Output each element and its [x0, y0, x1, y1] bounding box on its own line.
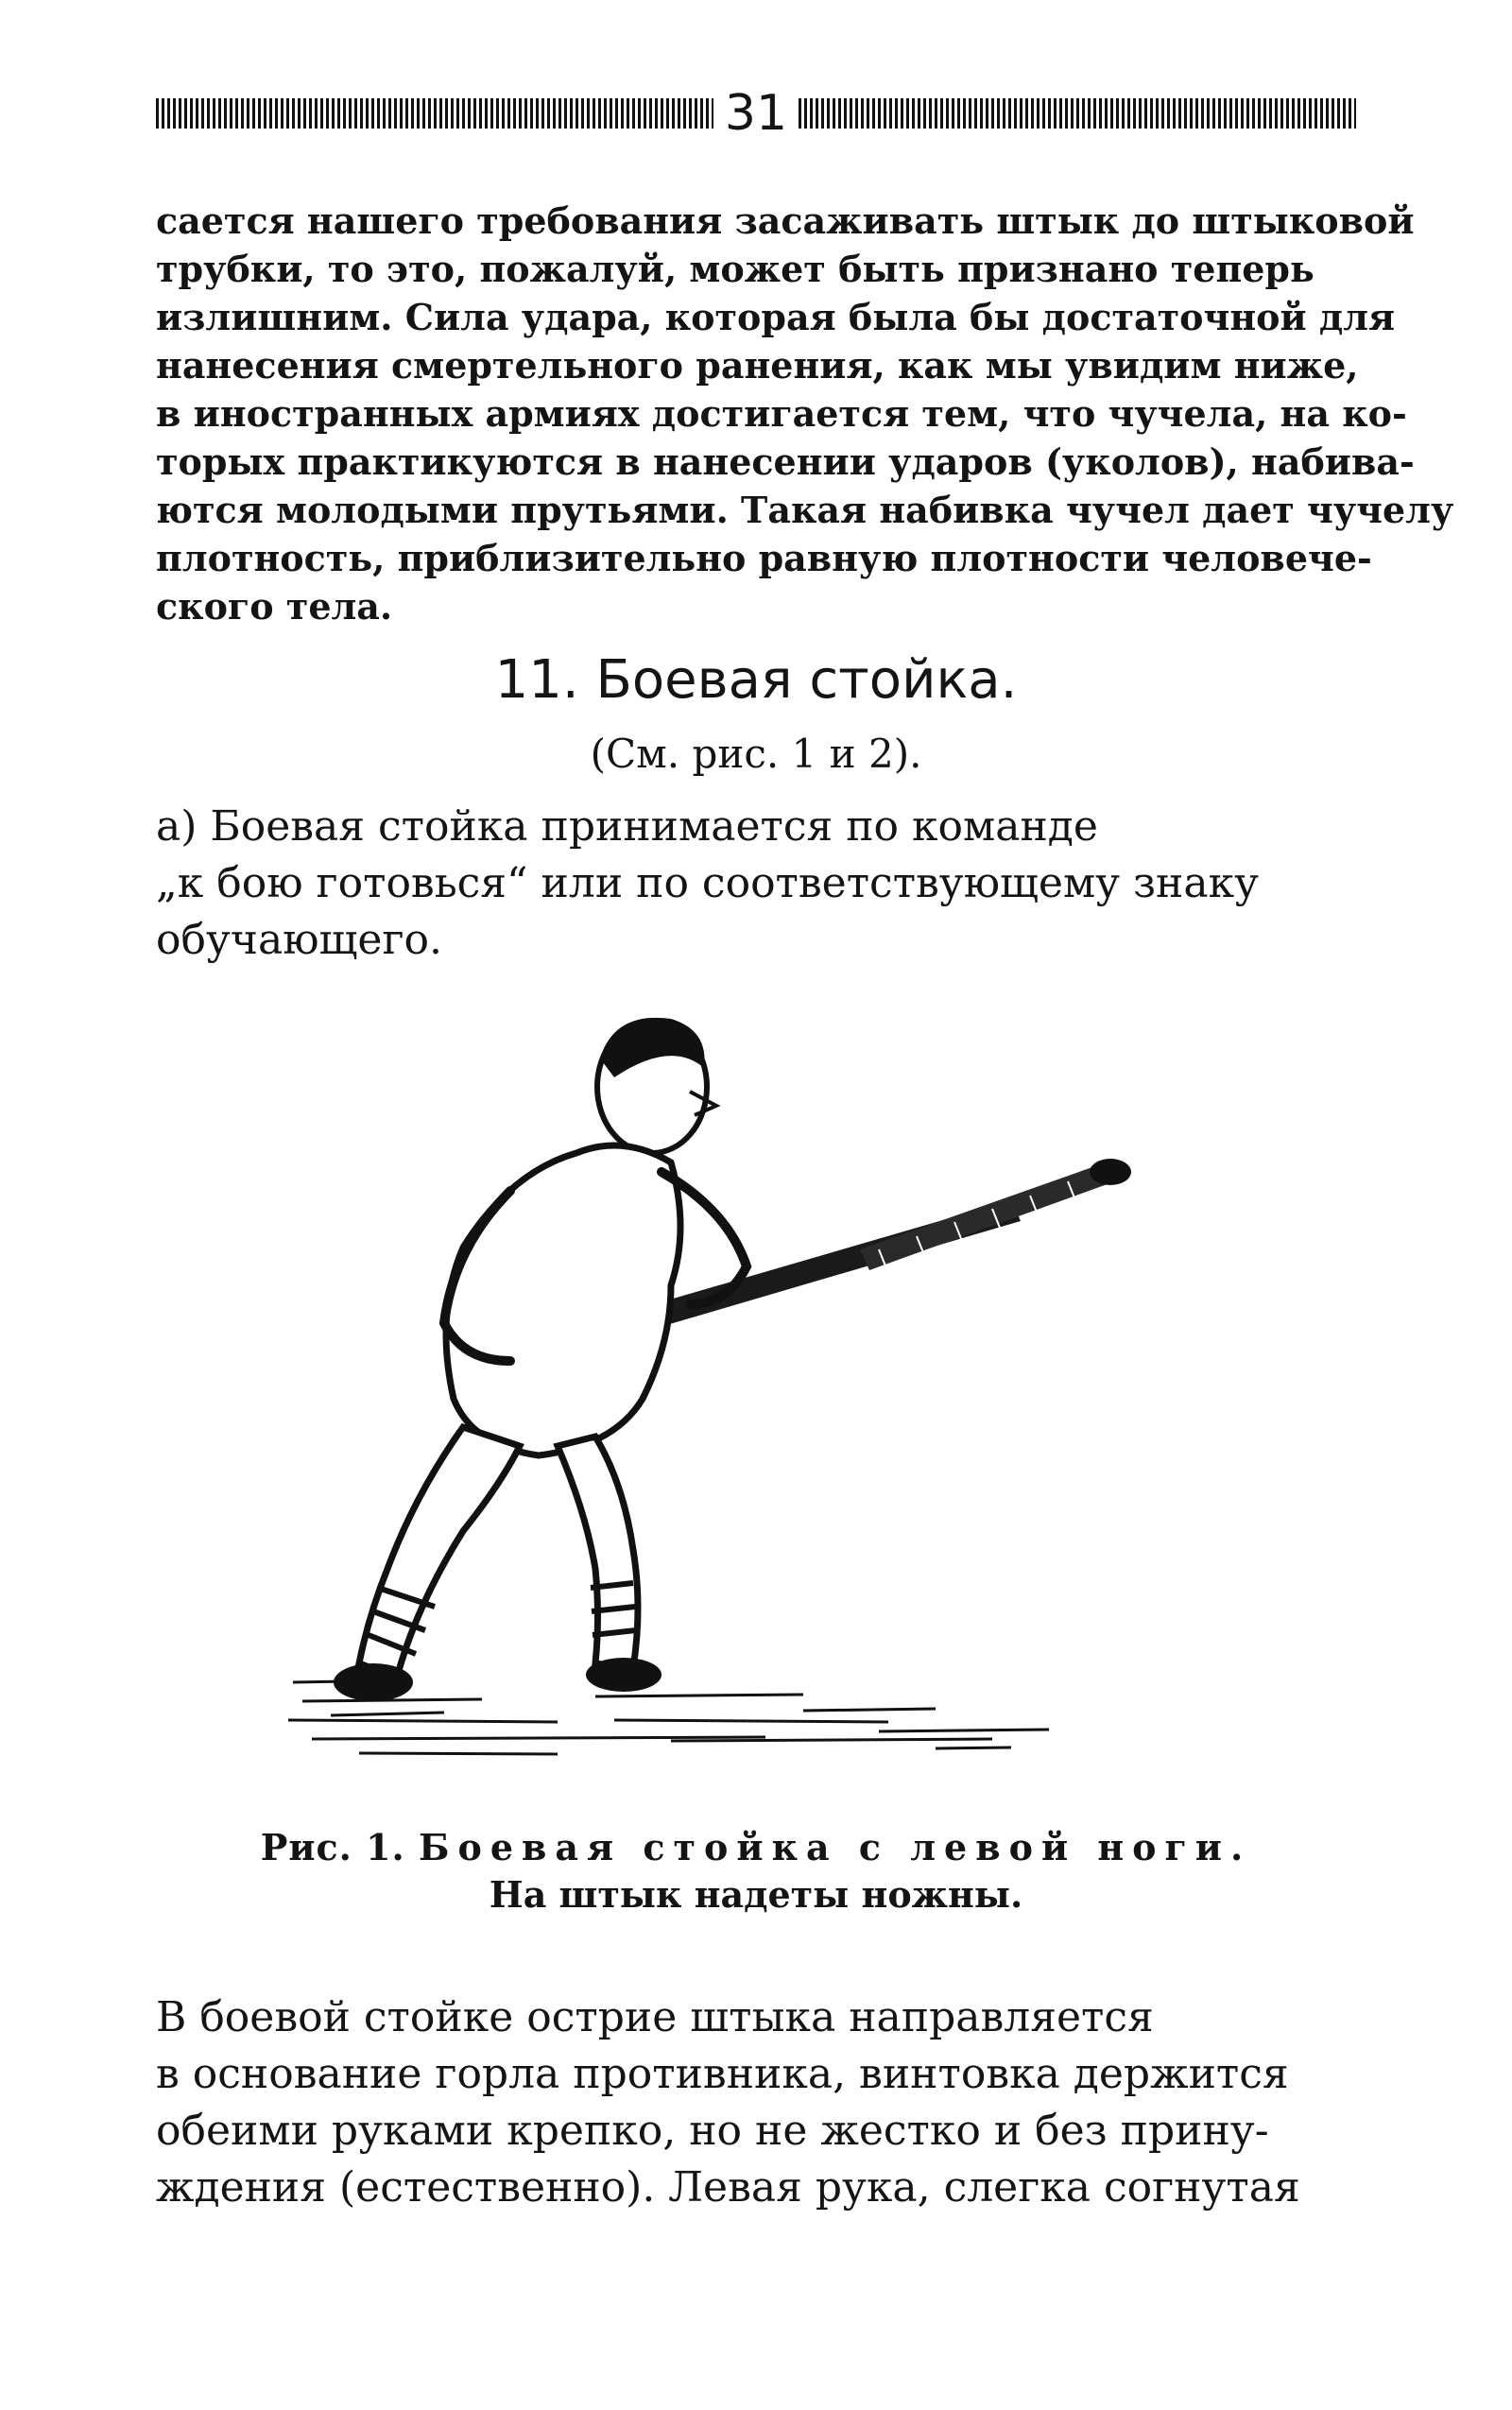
text-line: сается нашего требования засаживать штык до штыковой — [156, 199, 1415, 242]
soldier-torso — [446, 1145, 680, 1455]
paragraph-stance-command — [156, 799, 1356, 969]
caption-title: Боевая стойка с левой ноги. — [419, 1826, 1252, 1868]
text-line: нанесения смертельного ранения, как мы увидим ниже, — [156, 344, 1359, 387]
soldier-illustration — [274, 1002, 1238, 1758]
figure-reference: (См. рис. 1 и 2). — [590, 731, 922, 777]
text-line: в основание горла противника, винтовка держится — [156, 2050, 1289, 2098]
caption-note: На штык надеты ножны. — [489, 1873, 1023, 1916]
text-line: ского тела. — [156, 585, 393, 628]
paragraph-stance-description — [156, 1989, 1356, 2216]
section-title: 11. Боевая стойка. — [494, 649, 1018, 711]
soldier-boots — [334, 1658, 662, 1701]
soldier-head — [597, 1018, 716, 1153]
text-line: а) Боевая стойка принимается по команде — [156, 802, 1098, 851]
text-line: излишним. Сила удара, которая была бы достаточной для — [156, 296, 1396, 338]
text-line: трубки, то это, пожалуй, может быть признано теперь — [156, 248, 1314, 290]
soldier-legs — [359, 1427, 638, 1678]
caption-prefix: Рис. 1. — [260, 1826, 405, 1868]
caption-title-line — [156, 1824, 1356, 1871]
figure-caption — [156, 1824, 1356, 1919]
header-rule-left — [156, 98, 713, 129]
text-line: „к бою готовься“ или по соответствующему знаку — [156, 859, 1259, 907]
text-line: обучающего. — [156, 916, 442, 964]
text-line: В боевой стойке острие штыка направляется — [156, 1993, 1154, 2041]
text-line: плотность, приблизительно равную плотности человече- — [156, 537, 1372, 579]
text-line: ются молодыми прутьями. Такая набивка чучел дает чучелу — [156, 489, 1454, 531]
text-line: в иностранных армиях достигается тем, что чучела, на ко- — [156, 392, 1407, 435]
header-rule-right — [799, 98, 1356, 129]
text-line: ждения (естественно). Левая рука, слегка согнутая — [156, 2163, 1300, 2212]
page-header — [156, 85, 1356, 142]
paragraph-continuation — [156, 197, 1454, 630]
text-line: обеими руками крепко, но не жестко и без прину- — [156, 2107, 1269, 2155]
text-line: торых практикуются в нанесении ударов (уколов), набива- — [156, 440, 1415, 483]
page-number: 31 — [724, 85, 788, 142]
